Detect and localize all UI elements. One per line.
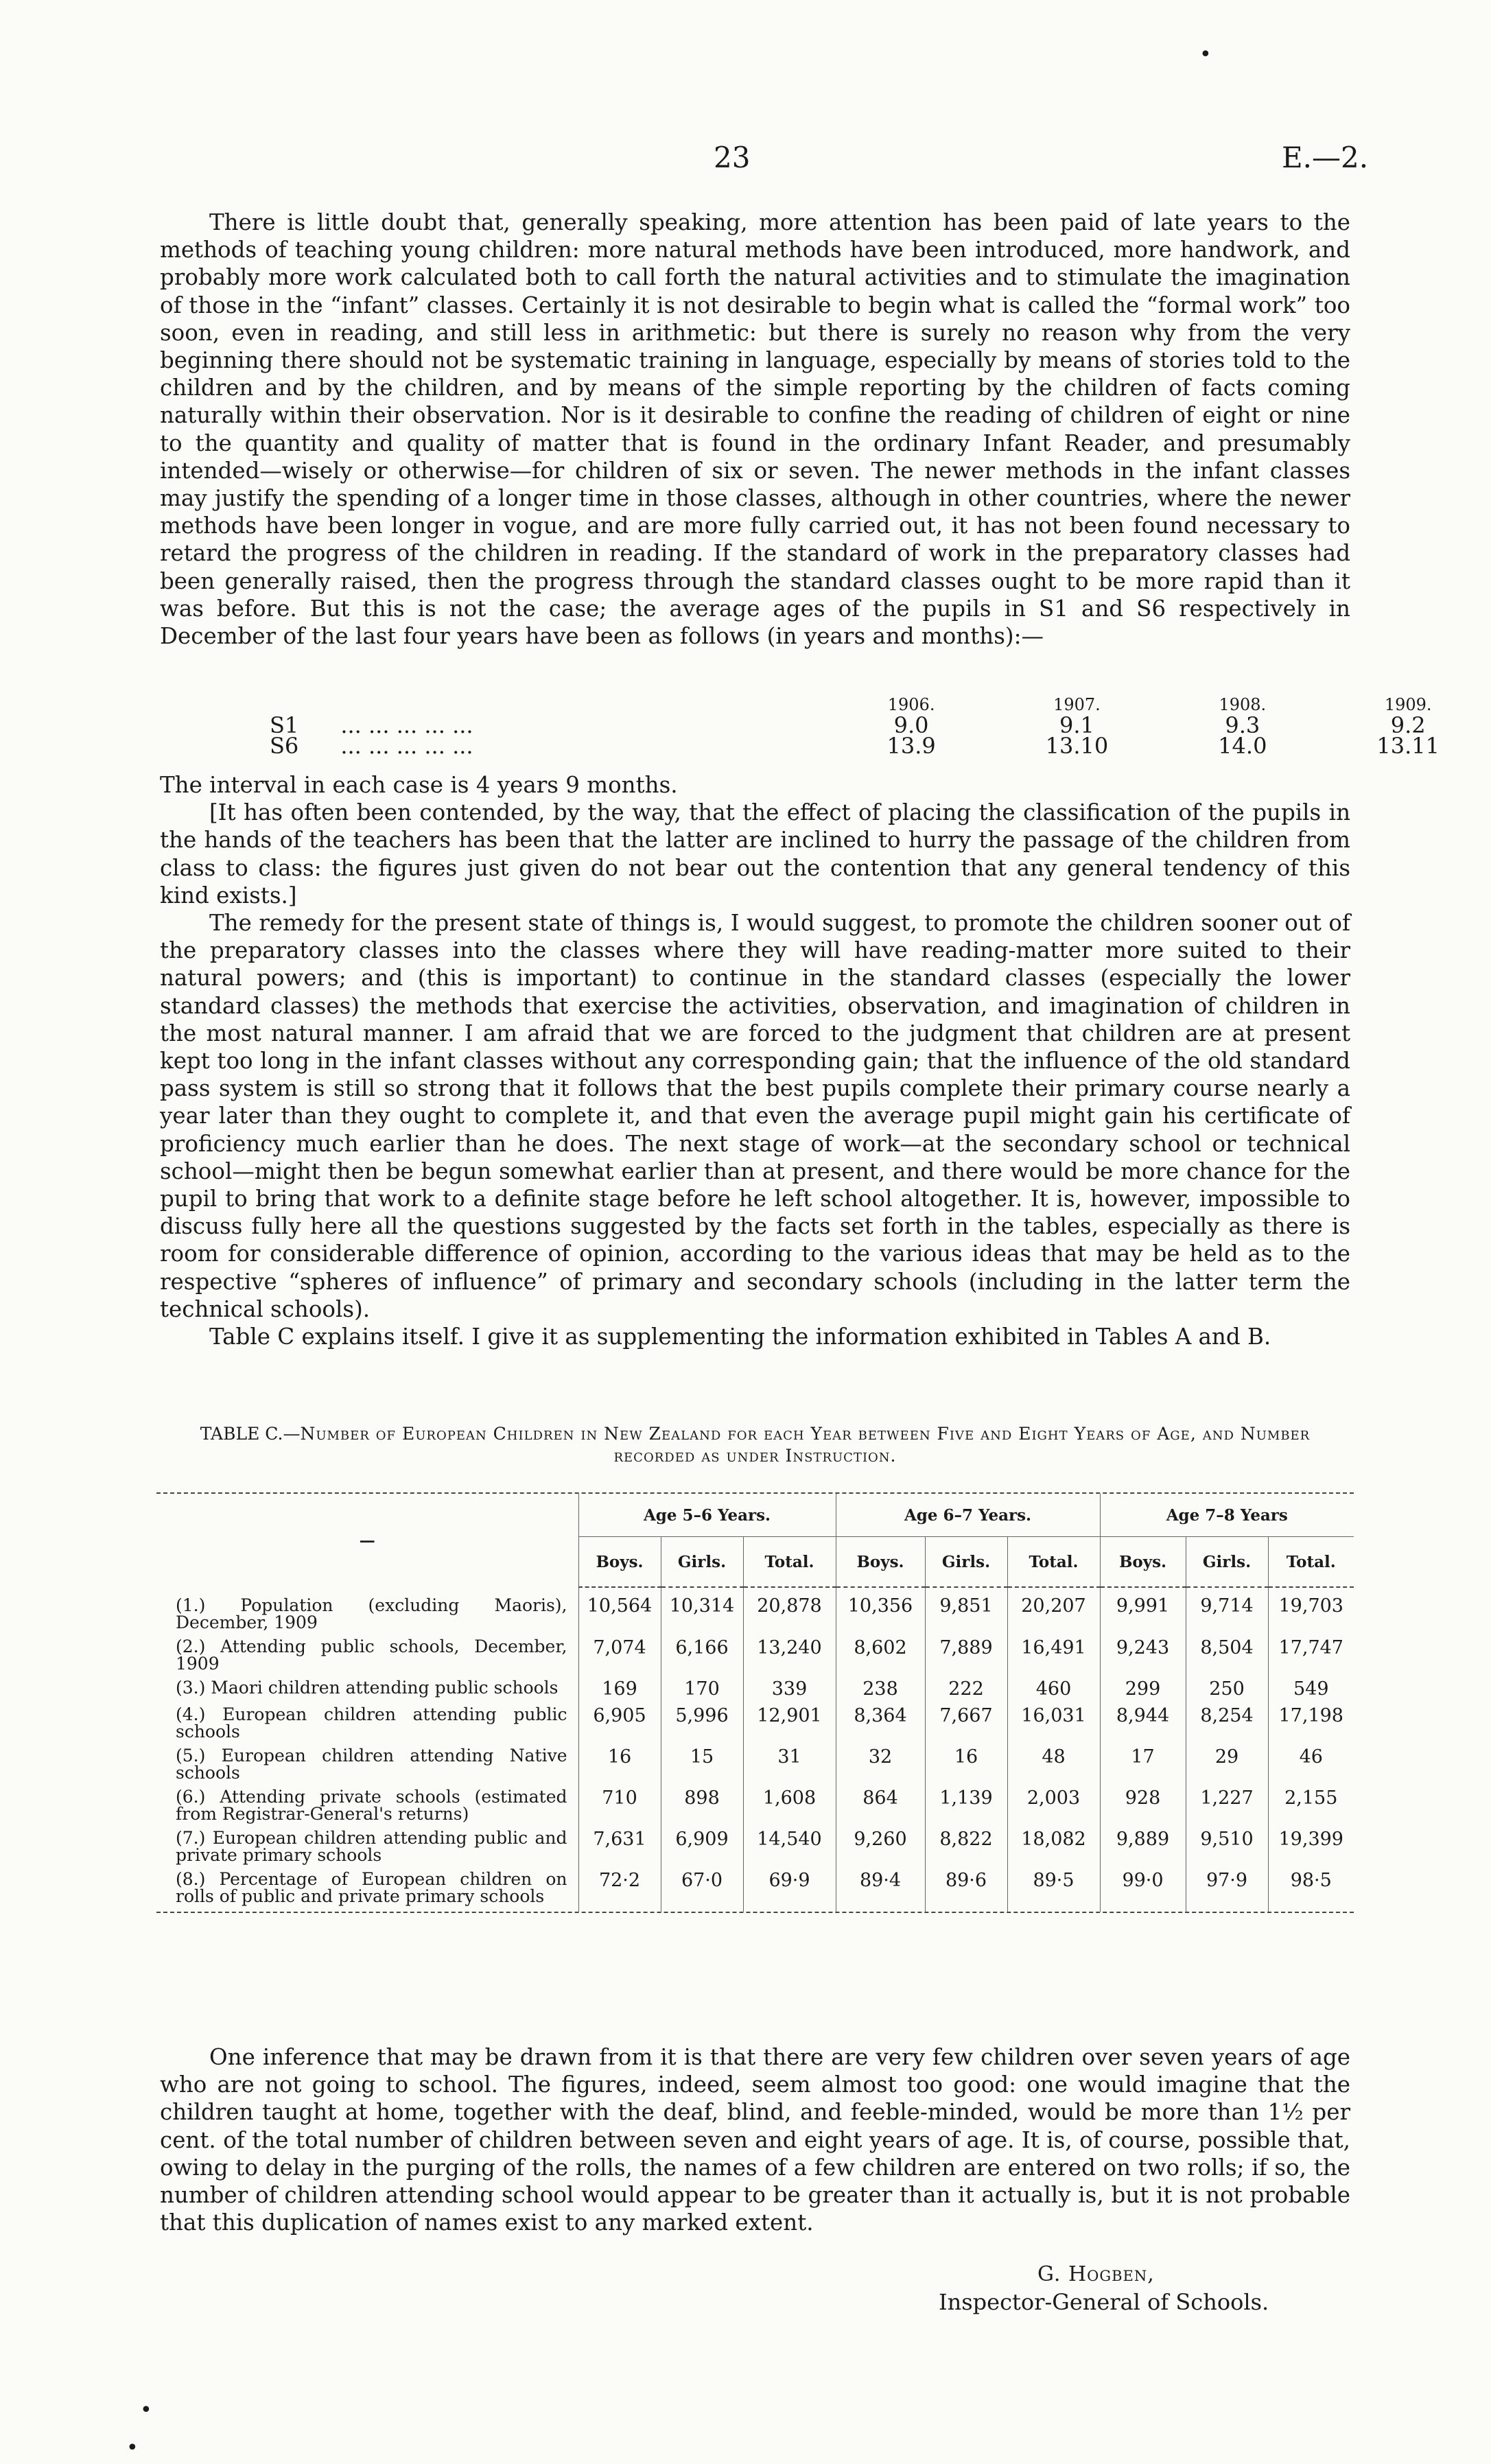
row-label: (6.) Attending private schools (estimated from Registrar-General's returns) <box>176 1787 567 1824</box>
table-cell: 299 <box>1100 1675 1186 1702</box>
year-header: 1909. <box>1384 695 1432 714</box>
table-c <box>156 1492 1354 1913</box>
age-value: 13.11 <box>1376 733 1440 759</box>
table-c-corner: — <box>359 1531 375 1550</box>
table-cell: 12,901 <box>743 1702 836 1743</box>
table-cell: 19,399 <box>1268 1825 1354 1866</box>
table-cell: 2,003 <box>1007 1784 1100 1825</box>
table-cell: 238 <box>836 1675 925 1702</box>
table-cell: 16,031 <box>1007 1702 1100 1743</box>
table-cell: 8,602 <box>836 1634 925 1675</box>
signature-title: Inspector-General of Schools. <box>939 2289 1269 2315</box>
table-cell: 97·9 <box>1186 1866 1268 1912</box>
speck-mark: • <box>1199 43 1212 67</box>
table-cell: 6,909 <box>661 1825 743 1866</box>
speck-mark: • <box>126 2436 139 2460</box>
age-table-row <box>160 736 1491 756</box>
table-cell: 9,510 <box>1186 1825 1268 1866</box>
table-row <box>156 1784 1354 1825</box>
table-cell: 7,074 <box>578 1634 661 1675</box>
table-row <box>156 1702 1354 1743</box>
table-cell: 13,240 <box>743 1634 836 1675</box>
table-cell: 98·5 <box>1268 1866 1354 1912</box>
table-cell: 7,667 <box>925 1702 1007 1743</box>
table-cell: 17,198 <box>1268 1702 1354 1743</box>
table-row <box>156 1743 1354 1784</box>
table-cell: 9,889 <box>1100 1825 1186 1866</box>
age-value: 9.0 <box>893 712 929 738</box>
table-cell: 1,139 <box>925 1784 1007 1825</box>
paragraph: There is little doubt that, generally speaking, more attention has been paid of late years to the methods of teaching young children: more natural methods have been introduced, more handwork, and probably more work calculated both to call forth the natural activities and to stimulate the imagination of those in the “infant” classes. Certainly it is not desirable to begin what is called the “formal work” too soon, even in reading, and still less in arithmetic: but there is surely no reason why from the very beginning there should not be systematic training in language, especially by means of stories told to the children and by the children, and by means of the simple reporting by the children of facts coming naturally within their observation. Nor is it desirable to confine the reading of children of eight or nine to the quantity and quality of matter that is found in the ordinary Infant Reader, and presumably intended—wisely or otherwise—for children of six or seven. The newer methods in the infant classes may justify the spending of a longer time in those classes, although in other countries, where the newer methods have been longer in vogue, and are more fully carried out, it has not been found necessary to retard the progress of the children in reading. If the standard of work in the preparatory classes had been generally raised, then the progress through the standard classes ought to be more rapid than it was before. But this is not the case; the average ages of the pupils in S1 and S6 respectively in December of the last four years have been as follows (in years and months):— <box>160 209 1350 650</box>
table-c-caption <box>160 1423 1350 1467</box>
table-row <box>156 1634 1354 1675</box>
column-header: Girls. <box>1186 1537 1268 1588</box>
table-row <box>156 1866 1354 1912</box>
group-header: Age 5–6 Years. <box>578 1494 836 1537</box>
table-cell: 549 <box>1268 1675 1354 1702</box>
table-cell: 1,227 <box>1186 1784 1268 1825</box>
table-c-grid <box>156 1494 1354 1912</box>
leader-dots: ... ... ... ... ... <box>340 733 473 759</box>
year-header: 1906. <box>887 695 935 714</box>
table-cell: 9,714 <box>1186 1587 1268 1634</box>
table-cell: 250 <box>1186 1675 1268 1702</box>
table-cell: 18,082 <box>1007 1825 1100 1866</box>
paragraph: The interval in each case is 4 years 9 months. <box>160 772 678 798</box>
age-table-grid <box>160 694 1491 759</box>
table-cell: 89·5 <box>1007 1866 1100 1912</box>
table-cell: 69·9 <box>743 1866 836 1912</box>
table-c-body <box>156 1587 1354 1912</box>
table-cell: 20,207 <box>1007 1587 1100 1634</box>
table-cell: 10,314 <box>661 1587 743 1634</box>
table-cell: 928 <box>1100 1784 1186 1825</box>
age-value: 14.0 <box>1218 733 1267 759</box>
table-cell: 6,166 <box>661 1634 743 1675</box>
table-cell: 16,491 <box>1007 1634 1100 1675</box>
table-c-caption-text: Number of European Children in New Zealand for each Year between Five and Eight Years of Age, and Number recorded as under Instruction. <box>300 1424 1311 1466</box>
row-label: (8.) Percentage of European children on rolls of public and private primary schools <box>176 1869 567 1906</box>
table-cell: 16 <box>578 1743 661 1784</box>
year-header: 1907. <box>1053 695 1101 714</box>
row-label: (7.) European children attending public and private primary schools <box>176 1828 567 1865</box>
group-header: Age 6–7 Years. <box>836 1494 1100 1537</box>
table-cell: 14,540 <box>743 1825 836 1866</box>
paragraph: The remedy for the present state of things is, I would suggest, to promote the children sooner out of the preparatory classes into the classes where they will have reading-matter more suited to their natural powers; and (this is important) to continue in the standard classes (especially the lower standard classes) the methods that exercise the activities, observation, and imagination of children in the most natural manner. I am afraid that we are forced to the judgment that children are at present kept too long in the infant classes without any corresponding gain; that the influence of the old standard pass system is still so strong that it follows that the best pupils complete their primary course nearly a year later than they ought to complete it, and that even the average pupil might gain his certificate of proficiency much earlier than he does. The next stage of work—at the secondary school or technical school—might then be begun somewhat earlier than at present, and there would be more chance for the pupil to bring that work to a definite stage before he left school altogether. It is, however, impossible to discuss fully here all the questions suggested by the facts set forth in the tables, especially as there is room for considerable difference of opinion, according to the various ideas that may be held as to the respective “spheres of influence” of primary and secondary schools (including in the latter term the technical schools). <box>160 910 1350 1322</box>
body-section-2 <box>160 771 1350 1350</box>
table-cell: 8,944 <box>1100 1702 1186 1743</box>
row-label: (4.) European children attending public schools <box>176 1704 567 1741</box>
table-cell: 72·2 <box>578 1866 661 1912</box>
table-row <box>156 1825 1354 1866</box>
speck-mark: • <box>140 2398 152 2422</box>
table-cell: 15 <box>661 1743 743 1784</box>
column-header: Boys. <box>578 1537 661 1588</box>
age-value: 13.9 <box>887 733 936 759</box>
table-cell: 460 <box>1007 1675 1100 1702</box>
table-cell: 31 <box>743 1743 836 1784</box>
column-header: Boys. <box>1100 1537 1186 1588</box>
document-code: E.—2. <box>1282 141 1369 174</box>
table-cell: 170 <box>661 1675 743 1702</box>
age-table <box>160 694 1491 759</box>
table-cell: 16 <box>925 1743 1007 1784</box>
table-cell: 9,851 <box>925 1587 1007 1634</box>
column-header: Boys. <box>836 1537 925 1588</box>
table-cell: 9,243 <box>1100 1634 1186 1675</box>
table-cell: 864 <box>836 1784 925 1825</box>
closing-section <box>160 2043 1350 2236</box>
column-header: Girls. <box>661 1537 743 1588</box>
age-value: 9.1 <box>1059 712 1094 738</box>
page-number: 23 <box>714 141 751 174</box>
table-cell: 32 <box>836 1743 925 1784</box>
table-cell: 710 <box>578 1784 661 1825</box>
paragraph: One inference that may be drawn from it is that there are very few children over seven years of age who are not going to school. The figures, indeed, seem almost too good: one would imagine that the children taught at home, together with the deaf, blind, and feeble-minded, would be more than 1½ per cent. of the total number of children between seven and eight years of age. It is, of course, possible that, owing to delay in the purging of the rolls, the names of a few children are entered on two rolls; if so, the number of children attending school would appear to be greater than it actually is, but it is not probable that this duplication of names exist to any marked extent. <box>160 2044 1350 2236</box>
table-cell: 5,996 <box>661 1702 743 1743</box>
signature-name: G. Hogben, <box>1037 2262 1155 2286</box>
class-label: S6 <box>270 733 299 759</box>
table-cell: 20,878 <box>743 1587 836 1634</box>
age-value: 9.2 <box>1390 712 1426 738</box>
table-cell: 9,260 <box>836 1825 925 1866</box>
table-cell: 10,564 <box>578 1587 661 1634</box>
table-cell: 17,747 <box>1268 1634 1354 1675</box>
age-value: 9.3 <box>1225 712 1260 738</box>
table-cell: 10,356 <box>836 1587 925 1634</box>
table-cell: 339 <box>743 1675 836 1702</box>
table-cell: 169 <box>578 1675 661 1702</box>
row-label: (1.) Population (excluding Maoris), December, 1909 <box>176 1595 567 1632</box>
column-header: Total. <box>1007 1537 1100 1588</box>
table-cell: 89·4 <box>836 1866 925 1912</box>
table-cell: 99·0 <box>1100 1866 1186 1912</box>
column-header: Total. <box>1268 1537 1354 1588</box>
table-cell: 8,822 <box>925 1825 1007 1866</box>
table-cell: 8,254 <box>1186 1702 1268 1743</box>
table-cell: 67·0 <box>661 1866 743 1912</box>
table-cell: 6,905 <box>578 1702 661 1743</box>
table-row <box>156 1587 1354 1634</box>
age-value: 13.10 <box>1045 733 1109 759</box>
leader-dots: ... ... ... ... ... <box>340 712 473 738</box>
table-cell: 1,608 <box>743 1784 836 1825</box>
table-cell: 19,703 <box>1268 1587 1354 1634</box>
table-cell: 7,631 <box>578 1825 661 1866</box>
table-row <box>156 1675 1354 1702</box>
year-header: 1908. <box>1219 695 1267 714</box>
table-cell: 8,364 <box>836 1702 925 1743</box>
column-header: Girls. <box>925 1537 1007 1588</box>
table-cell: 2,155 <box>1268 1784 1354 1825</box>
table-cell: 48 <box>1007 1743 1100 1784</box>
row-label: (5.) European children attending Native schools <box>176 1746 567 1783</box>
table-cell: 29 <box>1186 1743 1268 1784</box>
table-cell: 898 <box>661 1784 743 1825</box>
table-cell: 8,504 <box>1186 1634 1268 1675</box>
class-label: S1 <box>270 712 299 738</box>
table-c-caption-prefix: TABLE C.— <box>200 1424 301 1444</box>
row-label: (3.) Maori children attending public schools <box>176 1678 559 1698</box>
column-header: Total. <box>743 1537 836 1588</box>
group-header: Age 7–8 Years <box>1100 1494 1354 1537</box>
table-cell: 222 <box>925 1675 1007 1702</box>
row-label: (2.) Attending public schools, December, 1909 <box>176 1636 567 1674</box>
table-c-group-header <box>156 1494 1354 1537</box>
paragraph: [It has often been contended, by the way, that the effect of placing the classification of the pupils in the hands of the teachers has been that the latter are inclined to hurry the passage of the children from class to class: the figures just given do not bear out the contention that any general tendency of this kind exists.] <box>160 799 1350 908</box>
table-cell: 17 <box>1100 1743 1186 1784</box>
paragraph: Table C explains itself. I give it as supplementing the information exhibited in Tables A and B. <box>209 1324 1271 1350</box>
table-cell: 89·6 <box>925 1866 1007 1912</box>
body-section-1 <box>160 209 1350 650</box>
table-cell: 7,889 <box>925 1634 1007 1675</box>
table-cell: 9,991 <box>1100 1587 1186 1634</box>
table-cell: 46 <box>1268 1743 1354 1784</box>
